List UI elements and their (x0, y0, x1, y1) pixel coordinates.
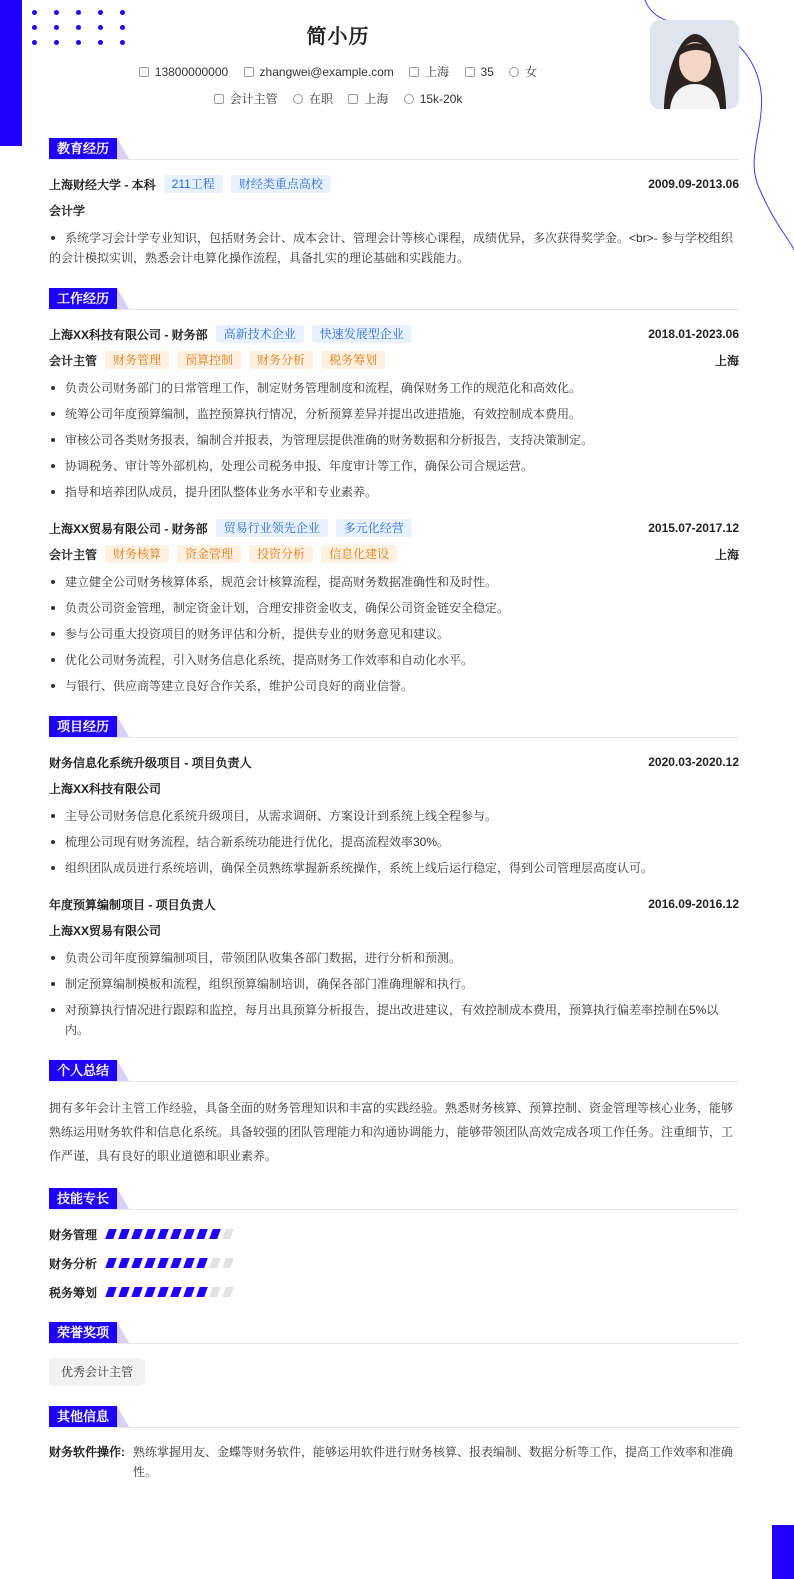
section-title: 工作经历 (49, 288, 117, 309)
work-period: 2018.01-2023.06 (648, 327, 739, 341)
skill-row (49, 1282, 739, 1302)
city-item: 上海 (348, 90, 388, 107)
skill-level-segment (209, 1287, 221, 1297)
gender-item: 女 (509, 63, 537, 80)
skill-level-segment (183, 1258, 195, 1268)
list-item: 统筹公司年度预算编制，监控预算执行情况，分析预算差异并提出改进措施，有效控制成本费用。 (49, 404, 739, 424)
other-section (49, 1406, 739, 1482)
skill-level-segment (144, 1258, 156, 1268)
skill-level-segment (105, 1258, 117, 1268)
company-name: 上海XX科技有限公司 - 财务部 (49, 327, 208, 342)
mail-icon (244, 67, 254, 77)
list-item: 负责公司年度预算编制项目，带领团队收集各部门数据，进行分析和预测。 (49, 948, 739, 968)
project-section (49, 716, 739, 1040)
send-icon (214, 94, 224, 104)
job-target-item: 会计主管 (214, 90, 278, 107)
education-section (49, 138, 739, 268)
skill-level-segment (118, 1229, 130, 1239)
list-item: 主导公司财务信息化系统升级项目，从需求调研、方案设计到系统上线全程参与。 (49, 806, 739, 826)
list-item: 指导和培养团队成员，提升团队整体业务水平和专业素养。 (49, 482, 739, 502)
company-tag: 快速发展型企业 (312, 325, 412, 343)
role: 会计主管 (49, 353, 98, 368)
skill-level-segment (196, 1258, 208, 1268)
skill-level-segment (170, 1258, 182, 1268)
award-badge: 优秀会计主管 (49, 1358, 145, 1386)
skill-level-segment (196, 1287, 208, 1297)
section-title: 项目经历 (49, 716, 117, 737)
skill-level-segment (222, 1287, 234, 1297)
skill-level-bar (107, 1258, 237, 1268)
list-item: 制定预算编制模板和流程，组织预算编制培训，确保各部门准确理解和执行。 (49, 974, 739, 994)
contact-row (0, 63, 676, 80)
list-item: 参与公司重大投资项目的财务评估和分析，提供专业的财务意见和建议。 (49, 624, 739, 644)
company-tag: 高新技术企业 (216, 325, 304, 343)
skill-level-segment (209, 1229, 221, 1239)
skill-level-segment (183, 1229, 195, 1239)
project-company: 上海XX贸易有限公司 (49, 923, 162, 938)
work-item (49, 324, 739, 502)
honors-section (49, 1322, 739, 1386)
phone-item: 13800000000 (139, 65, 228, 79)
skill-level-segment (131, 1287, 143, 1297)
gender-icon (509, 67, 519, 77)
summary-section (49, 1060, 739, 1168)
list-item: 协调税务、审计等外部机构，处理公司税务申报、年度审计等工作，确保公司合规运营。 (49, 456, 739, 476)
skill-name: 财务管理 (49, 1227, 98, 1242)
project-period: 2020.03-2020.12 (648, 755, 739, 769)
project-item (49, 894, 739, 1040)
list-item: 对预算执行情况进行跟踪和监控，每月出具预算分析报告，提出改进建议，有效控制成本费用，预算执行偏差率控制在5%以内。 (49, 1000, 739, 1040)
work-period: 2015.07-2017.12 (648, 521, 739, 535)
other-info-label: 财务软件操作: (49, 1445, 125, 1459)
work-location: 上海 (714, 353, 739, 368)
section-title: 教育经历 (49, 138, 117, 159)
list-item: 负责公司资金管理，制定资金计划，合理安排资金收支，确保公司资金链安全稳定。 (49, 598, 739, 618)
role-tag: 信息化建设 (321, 545, 397, 563)
list-item: 与银行、供应商等建立良好合作关系，维护公司良好的商业信誉。 (49, 676, 739, 696)
skill-level-bar (107, 1229, 237, 1239)
work-item (49, 518, 739, 696)
role-tag: 财务核算 (105, 545, 169, 563)
school-name: 上海财经大学 - 本科 (49, 177, 156, 192)
company-name: 上海XX贸易有限公司 - 财务部 (49, 521, 208, 536)
age-item: 35 (465, 65, 494, 79)
work-location: 上海 (714, 547, 739, 562)
skill-level-segment (222, 1229, 234, 1239)
project-company: 上海XX科技有限公司 (49, 781, 162, 796)
project-item (49, 752, 739, 878)
company-tag: 多元化经营 (336, 519, 412, 537)
gear-icon (293, 94, 303, 104)
skill-level-segment (222, 1258, 234, 1268)
list-item: 优化公司财务流程，引入财务信息化系统，提高财务工作效率和自动化水平。 (49, 650, 739, 670)
cake-icon (465, 67, 475, 77)
role-tag: 税务筹划 (321, 351, 385, 369)
skill-level-segment (170, 1229, 182, 1239)
list-item: 建立健全公司财务核算体系，规范会计核算流程，提高财务数据准确性和及时性。 (49, 572, 739, 592)
section-title: 技能专长 (49, 1188, 117, 1209)
coin-icon (404, 94, 414, 104)
hometown-item: 上海 (409, 63, 449, 80)
skill-level-bar (107, 1287, 237, 1297)
decorative-right-bar (772, 1525, 794, 1579)
section-title: 荣誉奖项 (49, 1322, 117, 1343)
skill-level-segment (118, 1287, 130, 1297)
role-tag: 财务分析 (249, 351, 313, 369)
list-item: 梳理公司现有财务流程，结合新系统功能进行优化，提高流程效率30%。 (49, 832, 739, 852)
skill-name: 税务筹划 (49, 1285, 98, 1300)
major: 会计学 (49, 203, 86, 218)
company-tag: 贸易行业领先企业 (216, 519, 328, 537)
skill-level-segment (196, 1229, 208, 1239)
skills-list (49, 1224, 739, 1302)
role-tag: 投资分析 (249, 545, 313, 563)
skill-level-segment (157, 1258, 169, 1268)
skill-row (49, 1253, 739, 1273)
skill-name: 财务分析 (49, 1256, 98, 1271)
project-period: 2016.09-2016.12 (648, 897, 739, 911)
job-intent-row (0, 90, 676, 107)
school-tag: 211工程 (164, 175, 223, 193)
school-tag: 财经类重点高校 (231, 175, 331, 193)
phone-icon (139, 67, 149, 77)
skill-level-segment (157, 1287, 169, 1297)
resume-body (49, 138, 739, 1502)
role-tag: 预算控制 (177, 351, 241, 369)
project-title: 财务信息化系统升级项目 - 项目负责人 (49, 755, 252, 770)
section-title: 个人总结 (49, 1060, 117, 1081)
skill-level-segment (105, 1287, 117, 1297)
avatar (650, 20, 739, 109)
list-item: 组织团队成员进行系统培训，确保全员熟练掌握新系统操作，系统上线后运行稳定，得到公司管理层高度认可。 (49, 858, 739, 878)
skill-level-segment (170, 1287, 182, 1297)
other-info-value: 熟练掌握用友、金蝶等财务软件，能够运用软件进行财务核算、报表编制、数据分析等工作，提高工作效率和准确性。 (133, 1445, 734, 1479)
home-icon (409, 67, 419, 77)
resume-header (0, 0, 794, 130)
skill-level-segment (144, 1287, 156, 1297)
list-item: 负责公司财务部门的日常管理工作，制定财务管理制度和流程，确保财务工作的规范化和高效化。 (49, 378, 739, 398)
role-tag: 财务管理 (105, 351, 169, 369)
skill-level-segment (131, 1258, 143, 1268)
building-icon (348, 94, 358, 104)
skills-section (49, 1188, 739, 1302)
skill-level-segment (209, 1258, 221, 1268)
candidate-name: 简小历 (306, 26, 370, 48)
section-title: 其他信息 (49, 1406, 117, 1427)
role: 会计主管 (49, 547, 98, 562)
skill-level-segment (157, 1229, 169, 1239)
status-item: 在职 (293, 90, 333, 107)
summary-text: 拥有多年会计主管工作经验，具备全面的财务管理知识和丰富的实践经验。熟悉财务核算、预算控制、资金管理等核心业务，能够熟练运用财务软件和信息化系统。具备较强的团队管理能力和沟通协调能力，能够带领团队高效完成各项工作任务。注重细节，工作严谨，具有良好的职业道德和职业素养。 (49, 1101, 734, 1163)
education-description: 系统学习会计学专业知识，包括财务会计、成本会计、管理会计等核心课程，成绩优异，多次获得奖学金。<br>- 参与学校组织的会计模拟实训，熟悉会计电算化操作流程，具备扎实的理论基础和实践能力。 (49, 231, 734, 265)
skill-level-segment (131, 1229, 143, 1239)
skill-row (49, 1224, 739, 1244)
salary-item: 15k-20k (404, 92, 463, 106)
skill-level-segment (118, 1258, 130, 1268)
work-section (49, 288, 739, 696)
role-tag: 资金管理 (177, 545, 241, 563)
skill-level-segment (144, 1229, 156, 1239)
list-item: 审核公司各类财务报表，编制合并报表，为管理层提供准确的财务数据和分析报告，支持决策制定。 (49, 430, 739, 450)
skill-level-segment (105, 1229, 117, 1239)
other-info-row (49, 1442, 739, 1482)
email-item: zhangwei@example.com (244, 65, 394, 79)
education-period: 2009.09-2013.06 (648, 177, 739, 191)
project-title: 年度预算编制项目 - 项目负责人 (49, 897, 216, 912)
skill-level-segment (183, 1287, 195, 1297)
